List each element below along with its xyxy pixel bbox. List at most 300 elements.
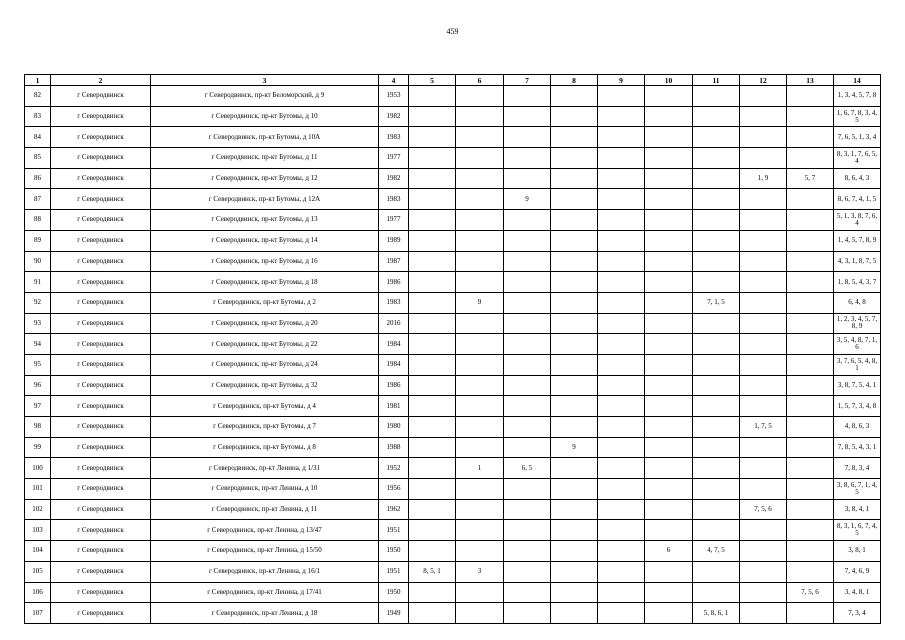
- table-cell: г Северодвинск: [51, 354, 151, 375]
- table-cell: 1, 9: [740, 168, 787, 189]
- table-cell: [693, 251, 740, 272]
- table-cell: [645, 313, 693, 334]
- table-cell: [787, 541, 834, 562]
- table-cell: [551, 313, 598, 334]
- table-cell: [787, 127, 834, 148]
- table-cell: [645, 375, 693, 396]
- table-cell: [598, 582, 645, 603]
- table-cell: 3, 8, 6, 7, 1, 4, 5: [834, 479, 881, 500]
- table-cell: [551, 189, 598, 210]
- table-cell: [693, 127, 740, 148]
- table-cell: [551, 417, 598, 438]
- table-cell: г Северодвинск, пр-кт Бутомы, д 10А: [151, 127, 379, 148]
- table-cell: [456, 499, 504, 520]
- table-cell: [645, 479, 693, 500]
- table-cell: [693, 499, 740, 520]
- table-cell: [551, 148, 598, 169]
- table-cell: 3, 7, 6, 5, 4, 8, 1: [834, 354, 881, 375]
- table-cell: [409, 106, 456, 127]
- table-cell: [456, 168, 504, 189]
- table-cell: 2016: [379, 313, 409, 334]
- table-cell: [456, 354, 504, 375]
- table-cell: [598, 417, 645, 438]
- table-row: [25, 520, 881, 541]
- table-cell: [504, 603, 551, 624]
- table-cell: 104: [25, 541, 51, 562]
- table-cell: [740, 106, 787, 127]
- table-cell: г Северодвинск: [51, 313, 151, 334]
- table-cell: [598, 148, 645, 169]
- table-cell: [409, 272, 456, 293]
- table-cell: [409, 603, 456, 624]
- table-cell: [787, 210, 834, 231]
- column-header: 4: [379, 75, 409, 86]
- table-cell: [456, 541, 504, 562]
- table-cell: [598, 561, 645, 582]
- table-cell: [787, 86, 834, 107]
- table-cell: 1983: [379, 292, 409, 313]
- table-cell: [740, 479, 787, 500]
- table-row: [25, 582, 881, 603]
- table-cell: [740, 582, 787, 603]
- table-cell: 4, 3, 1, 8, 7, 5: [834, 251, 881, 272]
- table-cell: [551, 210, 598, 231]
- table-cell: [787, 603, 834, 624]
- table-cell: 1, 5, 7, 3, 4, 8: [834, 396, 881, 417]
- column-header: 8: [551, 75, 598, 86]
- table-cell: [598, 127, 645, 148]
- table-row: [25, 251, 881, 272]
- table-cell: [409, 230, 456, 251]
- table-cell: г Северодвинск, пр-кт Бутомы, д 16: [151, 251, 379, 272]
- table-cell: [598, 354, 645, 375]
- table-cell: [645, 520, 693, 541]
- table-cell: 1977: [379, 210, 409, 231]
- table-cell: г Северодвинск, пр-кт Бутомы, д 7: [151, 417, 379, 438]
- table-cell: [409, 251, 456, 272]
- table-cell: [409, 334, 456, 355]
- table-cell: [740, 230, 787, 251]
- column-header: 14: [834, 75, 881, 86]
- table-cell: г Северодвинск: [51, 479, 151, 500]
- table-cell: [693, 272, 740, 293]
- table-cell: [693, 86, 740, 107]
- table-row: [25, 603, 881, 624]
- column-header: 12: [740, 75, 787, 86]
- table-cell: [645, 354, 693, 375]
- table-cell: 94: [25, 334, 51, 355]
- table-cell: [645, 168, 693, 189]
- table-row: [25, 127, 881, 148]
- table-cell: г Северодвинск, пр-кт Ленина, д 10: [151, 479, 379, 500]
- table-cell: [645, 292, 693, 313]
- table-cell: [551, 292, 598, 313]
- table-row: [25, 272, 881, 293]
- column-header: 3: [151, 75, 379, 86]
- table-row: [25, 230, 881, 251]
- table-cell: [504, 210, 551, 231]
- table-cell: [551, 334, 598, 355]
- table-cell: [456, 127, 504, 148]
- table-cell: [740, 437, 787, 458]
- table-cell: г Северодвинск: [51, 396, 151, 417]
- table-cell: 105: [25, 561, 51, 582]
- table-cell: [740, 396, 787, 417]
- table-cell: [645, 127, 693, 148]
- table-cell: г Северодвинск: [51, 437, 151, 458]
- table-cell: 84: [25, 127, 51, 148]
- table-cell: г Северодвинск, пр-кт Бутомы, д 2: [151, 292, 379, 313]
- table-cell: 86: [25, 168, 51, 189]
- table-cell: [787, 230, 834, 251]
- table-cell: [504, 148, 551, 169]
- table-cell: 7, 6, 5, 1, 3, 4: [834, 127, 881, 148]
- table-cell: [693, 561, 740, 582]
- table-cell: [409, 541, 456, 562]
- table-cell: 1988: [379, 437, 409, 458]
- table-cell: 1962: [379, 499, 409, 520]
- table-cell: [504, 520, 551, 541]
- table-cell: 7, 4, 6, 9: [834, 561, 881, 582]
- table-cell: [456, 251, 504, 272]
- table-cell: [409, 148, 456, 169]
- table-cell: 98: [25, 417, 51, 438]
- table-cell: [740, 458, 787, 479]
- table-cell: 1984: [379, 354, 409, 375]
- table-cell: 8, 3, 1, 6, 7, 4, 5: [834, 520, 881, 541]
- column-header: 11: [693, 75, 740, 86]
- table-cell: 90: [25, 251, 51, 272]
- table-cell: 8, 6, 4, 3: [834, 168, 881, 189]
- table-cell: [645, 251, 693, 272]
- table-cell: [787, 272, 834, 293]
- table-cell: [740, 334, 787, 355]
- table-cell: [693, 396, 740, 417]
- table-cell: г Северодвинск, пр-кт Бутомы, д 22: [151, 334, 379, 355]
- table-cell: [409, 292, 456, 313]
- table-cell: [504, 396, 551, 417]
- table-cell: [409, 479, 456, 500]
- table-cell: [456, 189, 504, 210]
- table-cell: [456, 479, 504, 500]
- table-cell: [787, 334, 834, 355]
- table-cell: [645, 603, 693, 624]
- table-cell: 91: [25, 272, 51, 293]
- table-cell: 88: [25, 210, 51, 231]
- table-cell: [504, 230, 551, 251]
- table-row: [25, 168, 881, 189]
- table-cell: г Северодвинск: [51, 148, 151, 169]
- table-cell: 6, 4, 8: [834, 292, 881, 313]
- table-cell: [504, 313, 551, 334]
- table-cell: г Северодвинск, пр-кт Бутомы, д 10: [151, 106, 379, 127]
- table-cell: [456, 375, 504, 396]
- table-cell: [787, 479, 834, 500]
- table-cell: [504, 292, 551, 313]
- table-cell: [504, 168, 551, 189]
- table-cell: [598, 210, 645, 231]
- table-cell: 99: [25, 437, 51, 458]
- table-cell: г Северодвинск, пр-кт Бутомы, д 18: [151, 272, 379, 293]
- table-cell: 1949: [379, 603, 409, 624]
- table-cell: [740, 561, 787, 582]
- table-row: [25, 189, 881, 210]
- table-cell: [409, 458, 456, 479]
- table-cell: 1989: [379, 230, 409, 251]
- table-cell: [504, 354, 551, 375]
- table-cell: 4, 8, 6, 3: [834, 417, 881, 438]
- table-cell: г Северодвинск: [51, 86, 151, 107]
- table-cell: [598, 375, 645, 396]
- table-cell: [693, 189, 740, 210]
- table-cell: 5, 7: [787, 168, 834, 189]
- table-cell: 9: [504, 189, 551, 210]
- table-row: [25, 479, 881, 500]
- table-cell: 3, 8, 4, 1: [834, 499, 881, 520]
- table-row: [25, 86, 881, 107]
- column-header: 9: [598, 75, 645, 86]
- table-cell: 1, 6, 7, 8, 3, 4, 5: [834, 106, 881, 127]
- table-cell: г Северодвинск: [51, 458, 151, 479]
- table-cell: [740, 272, 787, 293]
- table-cell: г Северодвинск: [51, 417, 151, 438]
- table-cell: [504, 499, 551, 520]
- table-cell: [456, 272, 504, 293]
- table-cell: [551, 396, 598, 417]
- table-cell: [551, 354, 598, 375]
- table-cell: [598, 603, 645, 624]
- table-cell: г Северодвинск, пр-кт Бутомы, д 8: [151, 437, 379, 458]
- table-cell: г Северодвинск, пр-кт Ленина, д 18: [151, 603, 379, 624]
- table-cell: [598, 334, 645, 355]
- column-header: 5: [409, 75, 456, 86]
- table-cell: [409, 520, 456, 541]
- table-cell: [740, 210, 787, 231]
- table-cell: 96: [25, 375, 51, 396]
- table-cell: [504, 375, 551, 396]
- table-cell: 1, 4, 5, 7, 8, 9: [834, 230, 881, 251]
- table-cell: [787, 313, 834, 334]
- table-cell: [504, 479, 551, 500]
- table-cell: г Северодвинск: [51, 127, 151, 148]
- table-cell: [409, 375, 456, 396]
- table-cell: [409, 582, 456, 603]
- table-cell: [551, 230, 598, 251]
- table-cell: [693, 520, 740, 541]
- table-cell: [598, 168, 645, 189]
- table-cell: [551, 272, 598, 293]
- table-cell: [740, 251, 787, 272]
- table-cell: [504, 582, 551, 603]
- table-cell: 8, 6, 7, 4, 1, 5: [834, 189, 881, 210]
- table-cell: 7, 8, 3, 4: [834, 458, 881, 479]
- table-cell: [645, 499, 693, 520]
- table-row: [25, 292, 881, 313]
- table-row: [25, 396, 881, 417]
- table-cell: [456, 230, 504, 251]
- table-cell: [645, 86, 693, 107]
- table-cell: 7, 5, 6: [740, 499, 787, 520]
- table-cell: 107: [25, 603, 51, 624]
- table-cell: [551, 561, 598, 582]
- table-cell: [456, 148, 504, 169]
- table-cell: г Северодвинск, пр-кт Беломорский, д 9: [151, 86, 379, 107]
- table-cell: г Северодвинск: [51, 106, 151, 127]
- table-cell: [787, 499, 834, 520]
- table-cell: 1953: [379, 86, 409, 107]
- table-cell: [456, 106, 504, 127]
- table-cell: [598, 292, 645, 313]
- table-cell: 83: [25, 106, 51, 127]
- table-cell: 8, 5, 1: [409, 561, 456, 582]
- column-header: 7: [504, 75, 551, 86]
- table-cell: г Северодвинск: [51, 561, 151, 582]
- table-cell: [740, 603, 787, 624]
- table-cell: 1956: [379, 479, 409, 500]
- table-cell: 7, 1, 5: [693, 292, 740, 313]
- table-cell: 7, 3, 4: [834, 603, 881, 624]
- table-cell: г Северодвинск, пр-кт Бутомы, д 12А: [151, 189, 379, 210]
- table-cell: [409, 417, 456, 438]
- table-cell: [504, 561, 551, 582]
- table-header-row: [25, 75, 881, 86]
- table-cell: [787, 520, 834, 541]
- table-cell: г Северодвинск: [51, 375, 151, 396]
- table-cell: г Северодвинск, пр-кт Ленина, д 16/1: [151, 561, 379, 582]
- table-cell: 1, 2, 3, 4, 5, 7, 8, 9: [834, 313, 881, 334]
- table-cell: [551, 251, 598, 272]
- table-cell: 1977: [379, 148, 409, 169]
- table-cell: 3, 8, 1: [834, 541, 881, 562]
- table-cell: [645, 189, 693, 210]
- table-cell: [645, 272, 693, 293]
- table-cell: [740, 541, 787, 562]
- table-cell: [693, 354, 740, 375]
- table-cell: г Северодвинск, пр-кт Бутомы, д 4: [151, 396, 379, 417]
- table-cell: [787, 251, 834, 272]
- table-cell: [740, 86, 787, 107]
- table-cell: [504, 437, 551, 458]
- table-cell: [693, 210, 740, 231]
- table-cell: 1951: [379, 561, 409, 582]
- table-cell: [598, 520, 645, 541]
- table-cell: [787, 417, 834, 438]
- table-cell: [598, 437, 645, 458]
- table-cell: [504, 272, 551, 293]
- table-cell: [645, 417, 693, 438]
- data-table: [24, 74, 881, 624]
- table-body: [25, 86, 881, 624]
- table-cell: [645, 334, 693, 355]
- column-header: 1: [25, 75, 51, 86]
- table-cell: [551, 168, 598, 189]
- table-cell: [787, 148, 834, 169]
- table-cell: [409, 86, 456, 107]
- table-cell: [551, 86, 598, 107]
- table-cell: 1982: [379, 168, 409, 189]
- table-cell: 9: [551, 437, 598, 458]
- table-row: [25, 210, 881, 231]
- table-cell: 3, 4, 8, 1: [834, 582, 881, 603]
- table-cell: г Северодвинск: [51, 210, 151, 231]
- table-cell: [551, 582, 598, 603]
- table-cell: [598, 396, 645, 417]
- table-cell: г Северодвинск, пр-кт Бутомы, д 11: [151, 148, 379, 169]
- table-cell: 101: [25, 479, 51, 500]
- table-cell: 1984: [379, 334, 409, 355]
- table-cell: г Северодвинск, пр-кт Бутомы, д 32: [151, 375, 379, 396]
- table-row: [25, 106, 881, 127]
- table-cell: [456, 520, 504, 541]
- table-cell: 1952: [379, 458, 409, 479]
- table-cell: 106: [25, 582, 51, 603]
- table-cell: 1950: [379, 541, 409, 562]
- table-cell: [787, 375, 834, 396]
- table-cell: [504, 86, 551, 107]
- table-cell: [787, 106, 834, 127]
- column-header: 6: [456, 75, 504, 86]
- table-cell: г Северодвинск: [51, 541, 151, 562]
- table-cell: [456, 313, 504, 334]
- table-row: [25, 148, 881, 169]
- table-cell: 5, 1, 3, 8, 7, 6, 4: [834, 210, 881, 231]
- table-cell: г Северодвинск: [51, 603, 151, 624]
- table-cell: 1: [456, 458, 504, 479]
- table-cell: г Северодвинск: [51, 499, 151, 520]
- table-cell: 1, 8, 5, 4, 3, 7: [834, 272, 881, 293]
- table-cell: [693, 437, 740, 458]
- table-cell: г Северодвинск: [51, 189, 151, 210]
- table-cell: [740, 292, 787, 313]
- table-cell: [740, 313, 787, 334]
- table-cell: [409, 168, 456, 189]
- table-cell: [598, 313, 645, 334]
- table-cell: 3, 8, 7, 5, 4, 1: [834, 375, 881, 396]
- table-cell: [645, 437, 693, 458]
- table-cell: [551, 541, 598, 562]
- table-cell: [504, 417, 551, 438]
- table-cell: [409, 437, 456, 458]
- column-header: 2: [51, 75, 151, 86]
- table-cell: [409, 210, 456, 231]
- table-cell: [787, 437, 834, 458]
- table-cell: 92: [25, 292, 51, 313]
- table-cell: 1987: [379, 251, 409, 272]
- table-cell: г Северодвинск, пр-кт Ленина, д 17/41: [151, 582, 379, 603]
- table-cell: г Северодвинск: [51, 520, 151, 541]
- table-row: [25, 499, 881, 520]
- table-cell: [598, 458, 645, 479]
- table-cell: [645, 458, 693, 479]
- table-cell: [598, 499, 645, 520]
- table-cell: 87: [25, 189, 51, 210]
- table-cell: г Северодвинск, пр-кт Бутомы, д 14: [151, 230, 379, 251]
- table-cell: [598, 86, 645, 107]
- table-cell: 8, 3, 1, 7, 6, 5, 4: [834, 148, 881, 169]
- table-row: [25, 354, 881, 375]
- table-cell: [645, 106, 693, 127]
- table-cell: [456, 603, 504, 624]
- table-cell: г Северодвинск: [51, 230, 151, 251]
- table-cell: [693, 582, 740, 603]
- table-cell: г Северодвинск, пр-кт Бутомы, д 24: [151, 354, 379, 375]
- table-cell: 9: [456, 292, 504, 313]
- table-cell: г Северодвинск: [51, 168, 151, 189]
- table-cell: [409, 354, 456, 375]
- table-cell: [409, 499, 456, 520]
- table-cell: [693, 106, 740, 127]
- table-row: [25, 417, 881, 438]
